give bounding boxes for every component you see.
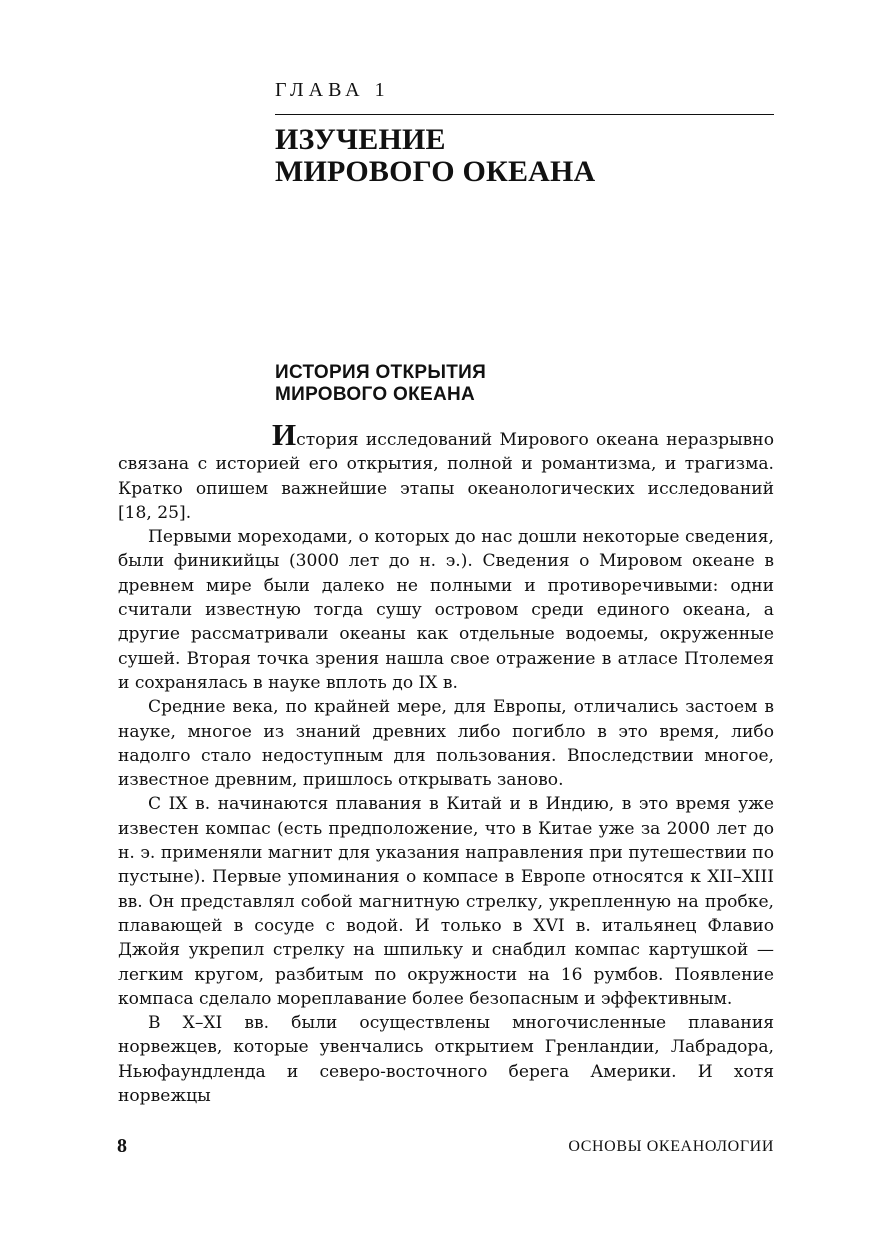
chapter-title-line: ИЗУЧЕНИЕ xyxy=(275,123,446,156)
paragraph-text: стория исследований Мирового океана неразрывно связана с историей его открытия, полной и романтизма, и трагизма. Кратко опишем важнейшие этапы океанологических исследований [18, 25]. xyxy=(118,430,774,523)
section-title-line: МИРОВОГО ОКЕАНА xyxy=(275,384,476,405)
chapter-title xyxy=(275,124,595,188)
page-number: 8 xyxy=(117,1135,127,1157)
chapter-rule xyxy=(275,114,774,115)
paragraph: Средние века, по крайней мере, для Европы, отличались застоем в науке, многое из знаний древних либо погибло в это время, либо надолго стало недоступным для пользования. Впоследствии многое, известное древним, пришлось открывать заново. xyxy=(118,697,774,791)
paragraph: Первыми мореходами, о которых до нас дошли некоторые сведения, были финикийцы (3000 лет до н. э.). Сведения о Мировом океане в древнем мире были далеко не полными и противоречивыми: одни считали известную тогда сушу островом среди единого океана, а другие рассматривали океаны как отдельные водоемы, окруженные сушей. Вторая точка зрения нашла свое отражение в атласе Птолемея и сохранялась в науке вплоть до IX в. xyxy=(118,527,774,693)
section-title-line: ИСТОРИЯ ОТКРЫТИЯ xyxy=(275,362,487,383)
paragraph: В X–XI вв. были осуществлены многочисленные плавания норвежцев, которые увенчались открытием Гренландии, Лабрадора, Ньюфаундленда и северо-восточного берега Америки. И хотя норвежцы xyxy=(118,1013,774,1107)
paragraph xyxy=(118,417,774,525)
drop-cap: И xyxy=(272,417,297,452)
section-title xyxy=(275,362,486,406)
running-title: ОСНОВЫ ОКЕАНОЛОГИИ xyxy=(568,1138,774,1155)
body-text xyxy=(118,417,774,1108)
paragraph: С IX в. начинаются плавания в Китай и в Индию, в это время уже известен компас (есть предположение, что в Китае уже за 2000 лет до н. э. применяли магнит для указания направления при путешествии по пустыне). Первые упоминания о компасе в Европе относятся к XII–XIII вв. Он представлял собой магнитную стрелку, укрепленную на пробке, плавающей в сосуде с водой. И только в XVI в. итальянец Флавио Джойя укрепил стрелку на шпильку и снабдил компас картушкой — легким кругом, разбитым по окружности на 16 румбов. Появление компаса сделало мореплавание более безопасным и эффективным. xyxy=(118,794,774,1009)
chapter-title-line: МИРОВОГО ОКЕАНА xyxy=(275,155,596,188)
chapter-label: ГЛАВА 1 xyxy=(275,79,390,101)
